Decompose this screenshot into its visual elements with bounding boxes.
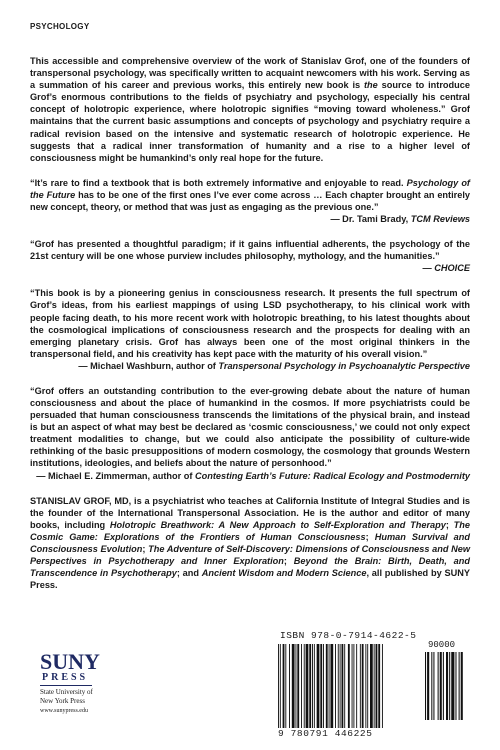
attribution-source: Transpersonal Psychology in Psychoanalytic Perspective xyxy=(218,360,470,371)
barcode-bar xyxy=(376,644,378,728)
review-quote-4 xyxy=(30,385,470,482)
bio-book-title: Beyond the Brain: Birth, Death, and Transcendence in Psychotherapy xyxy=(30,556,470,579)
publisher-url: www.sunypress.edu xyxy=(40,708,88,714)
bio-sep: ; and xyxy=(176,568,202,579)
barcode-bar xyxy=(352,644,353,728)
ean-number: 9 780791 446225 xyxy=(278,728,373,739)
addon-barcode-bars xyxy=(425,652,471,720)
barcode-bar xyxy=(362,644,364,728)
barcode-bar xyxy=(360,644,361,728)
barcode-bar xyxy=(289,644,290,728)
barcode-bar xyxy=(335,644,336,728)
price-addon-number: 90000 xyxy=(428,640,456,650)
bio-sep: ; xyxy=(365,531,375,542)
barcode-bar xyxy=(443,652,444,720)
barcode-bar xyxy=(433,652,434,720)
description-text-1: This accessible and comprehensive overview of the work of Stanislav Grof, one of the founders of transpersonal psychology, was specifically written to acquaint newcomers with his work. Serving as a summation of his career and previous works, this entirely new book is xyxy=(30,56,470,91)
barcode-bar xyxy=(306,644,309,728)
review-text-b: has to be one of the first ones I’ve ever come across … Each chapter brought an entirely new concept, theory, or method that was just as engaging as the previous one.” xyxy=(30,189,470,213)
bio-text: STANISLAV GROF, MD, is a psychiatrist who teaches at California Institute of Integral Studies and is the founder of the International Transpersonal Association. He is the author and editor of many books, including xyxy=(30,495,470,530)
barcode-bar xyxy=(459,652,460,720)
barcode-bar xyxy=(341,644,343,728)
barcode-bar xyxy=(326,644,328,728)
barcode-bar xyxy=(431,652,432,720)
attribution-source: CHOICE xyxy=(434,263,470,274)
barcode-bar xyxy=(323,644,324,728)
review-attribution xyxy=(30,262,470,274)
review-text-a: “Grof has presented a thoughtful paradigm; if it gains influential adherents, the psychology of the 21st century will be one whose purview includes philosophy, mythology, and the humanities.” xyxy=(30,239,470,262)
barcode-bar xyxy=(438,652,439,720)
review-text-a: “This book is by a pioneering genius in consciousness research. It presents the full spectrum of Grof’s ideas, from his earliest mappings of using LSD psychotherapy, to his clinical work with people facing death, to his more recent work with holotropic breathing, to his latest thoughts about the cosmological implications of consciousness research and the prospects for dealing with an emerging planetary crisis. Grof has always been one of the most original thinkers in the transpersonal field, and his creativity has kept pace with the maturity of his overall vision.” xyxy=(30,288,470,359)
description-text-2: source to introduce Grof’s enormous contributions to the fields of psychiatry and psychology, especially his central concept of holotropic experience, where holotropic signifies “moving toward wholeness.” Grof maintains that the current basic assumptions and concepts of psychology and psychiatry require a radical revision based on the intensive and systematic research of holotropic experience. He suggests that a radical inner transformation of humanity and a rise to a higher level of consciousness might be humankind’s only real hope for the future. xyxy=(30,80,470,163)
barcode-bar xyxy=(297,644,299,728)
barcode-bar xyxy=(329,644,330,728)
ean-barcode-bars xyxy=(278,644,420,728)
attribution-source: TCM Reviews xyxy=(410,214,470,225)
barcode-bar xyxy=(338,644,339,728)
bio-book-title: Ancient Wisdom and Modern Science xyxy=(201,568,367,579)
barcode-bar xyxy=(367,644,368,728)
bio-book-title: Holotropic Breathwork: A New Approach to Self-Exploration and Therapy xyxy=(109,519,446,530)
barcode-bar xyxy=(374,644,375,728)
bio-sep: ; xyxy=(283,556,294,566)
barcode-bar xyxy=(280,644,281,728)
suny-press-logo xyxy=(40,649,150,714)
barcode-bar xyxy=(446,652,448,720)
attribution-name: — Michael E. Zimmerman, author of xyxy=(36,470,196,481)
logo-press-word: PRESS xyxy=(42,672,89,683)
barcode-bar xyxy=(427,652,429,720)
logo-line-1: State University of xyxy=(40,688,93,696)
isbn-barcode xyxy=(278,630,473,742)
review-attribution xyxy=(30,360,470,372)
barcode-bar xyxy=(365,644,366,728)
barcode-bar xyxy=(382,644,383,728)
logo-line-2: New York Press xyxy=(40,696,85,705)
bio-book-title: The Adventure of Self-Discovery: Dimensions of Consciousness and New Perspectives in Psychotherapy and Inner Exploration xyxy=(30,543,470,566)
barcode-bar xyxy=(356,644,357,728)
review-quote-3 xyxy=(30,287,470,372)
barcode-bar xyxy=(449,652,450,720)
bio-sep: ; xyxy=(445,519,454,530)
barcode-bar xyxy=(344,644,345,728)
bio-text-end: , all published by SUNY Press. xyxy=(30,568,470,591)
barcode-bar xyxy=(353,644,354,728)
barcode-bar xyxy=(340,644,341,728)
review-text xyxy=(30,177,470,213)
review-text-a: “Grof offers an outstanding contribution to the ever-growing debate about the nature of human consciousness and about the place of humankind in the cosmos. If more psychiatrists could be persuaded that human consciousness transcends the limitations of the physical brain, and instead is but an aspect of what may best be declared as ‘cosmic consciousness,’ we could not only expect treatment modalities to change, but we could also anticipate the possibility of culture-wide rethinking of the basic presuppositions of modern cosmology, the cosmology that grounds Western institutions, ideologies, and beliefs about the nature of personhood.” xyxy=(30,385,470,469)
review-quote-2 xyxy=(30,238,470,274)
barcode-bar xyxy=(451,652,454,720)
attribution-name: — Michael Washburn, author of xyxy=(78,360,219,371)
barcode-bar xyxy=(314,644,315,728)
bio-book-title: The Cosmic Game: Explorations of the Frontiers of Human Consciousness xyxy=(30,519,470,542)
barcode-bar xyxy=(370,644,373,728)
barcode-bar xyxy=(312,644,313,728)
barcode-bar xyxy=(304,644,305,728)
review-text xyxy=(30,287,470,360)
barcode-bar xyxy=(295,644,296,728)
review-text-em: Psychology of the Future xyxy=(30,177,470,200)
logo-suny-word: SUNY xyxy=(40,649,100,674)
author-bio xyxy=(30,495,470,592)
barcode-bar xyxy=(330,644,333,728)
barcode-bar xyxy=(348,644,350,728)
barcode-bar xyxy=(285,644,286,728)
barcode-bar xyxy=(292,644,295,728)
review-text xyxy=(30,385,470,470)
barcode-bar xyxy=(461,652,463,720)
barcode-bar xyxy=(320,644,322,728)
bio-book-title: Human Survival and Consciousness Evolution xyxy=(30,531,470,554)
barcode-bar xyxy=(317,644,320,728)
logo-divider xyxy=(40,685,92,686)
barcode-bar xyxy=(278,644,279,728)
cover-footer xyxy=(30,630,470,740)
description-emphasis: the xyxy=(363,80,378,91)
barcode-bar xyxy=(301,644,302,728)
review-quote-1 xyxy=(30,177,470,225)
review-attribution xyxy=(30,213,470,225)
barcode-bar xyxy=(455,652,456,720)
isbn-text: ISBN 978-0-7914-4622-5 xyxy=(280,630,417,641)
barcode-bar xyxy=(283,644,285,728)
barcode-bar xyxy=(440,652,442,720)
description-paragraph xyxy=(30,55,470,164)
review-text xyxy=(30,238,470,262)
barcode-bar xyxy=(425,652,426,720)
review-text-a: “It’s rare to find a textbook that is both extremely informative and enjoyable to read. xyxy=(30,177,407,188)
review-attribution xyxy=(30,470,470,482)
attribution-name: — Dr. Tami Brady, xyxy=(330,214,411,225)
barcode-bar xyxy=(309,644,311,728)
attribution-source: Contesting Earth’s Future: Radical Ecology and Postmodernity xyxy=(195,470,470,481)
bio-sep: ; xyxy=(142,543,149,554)
attribution-name: — xyxy=(422,263,435,274)
category-label: PSYCHOLOGY xyxy=(30,22,90,31)
barcode-bar xyxy=(378,644,380,728)
